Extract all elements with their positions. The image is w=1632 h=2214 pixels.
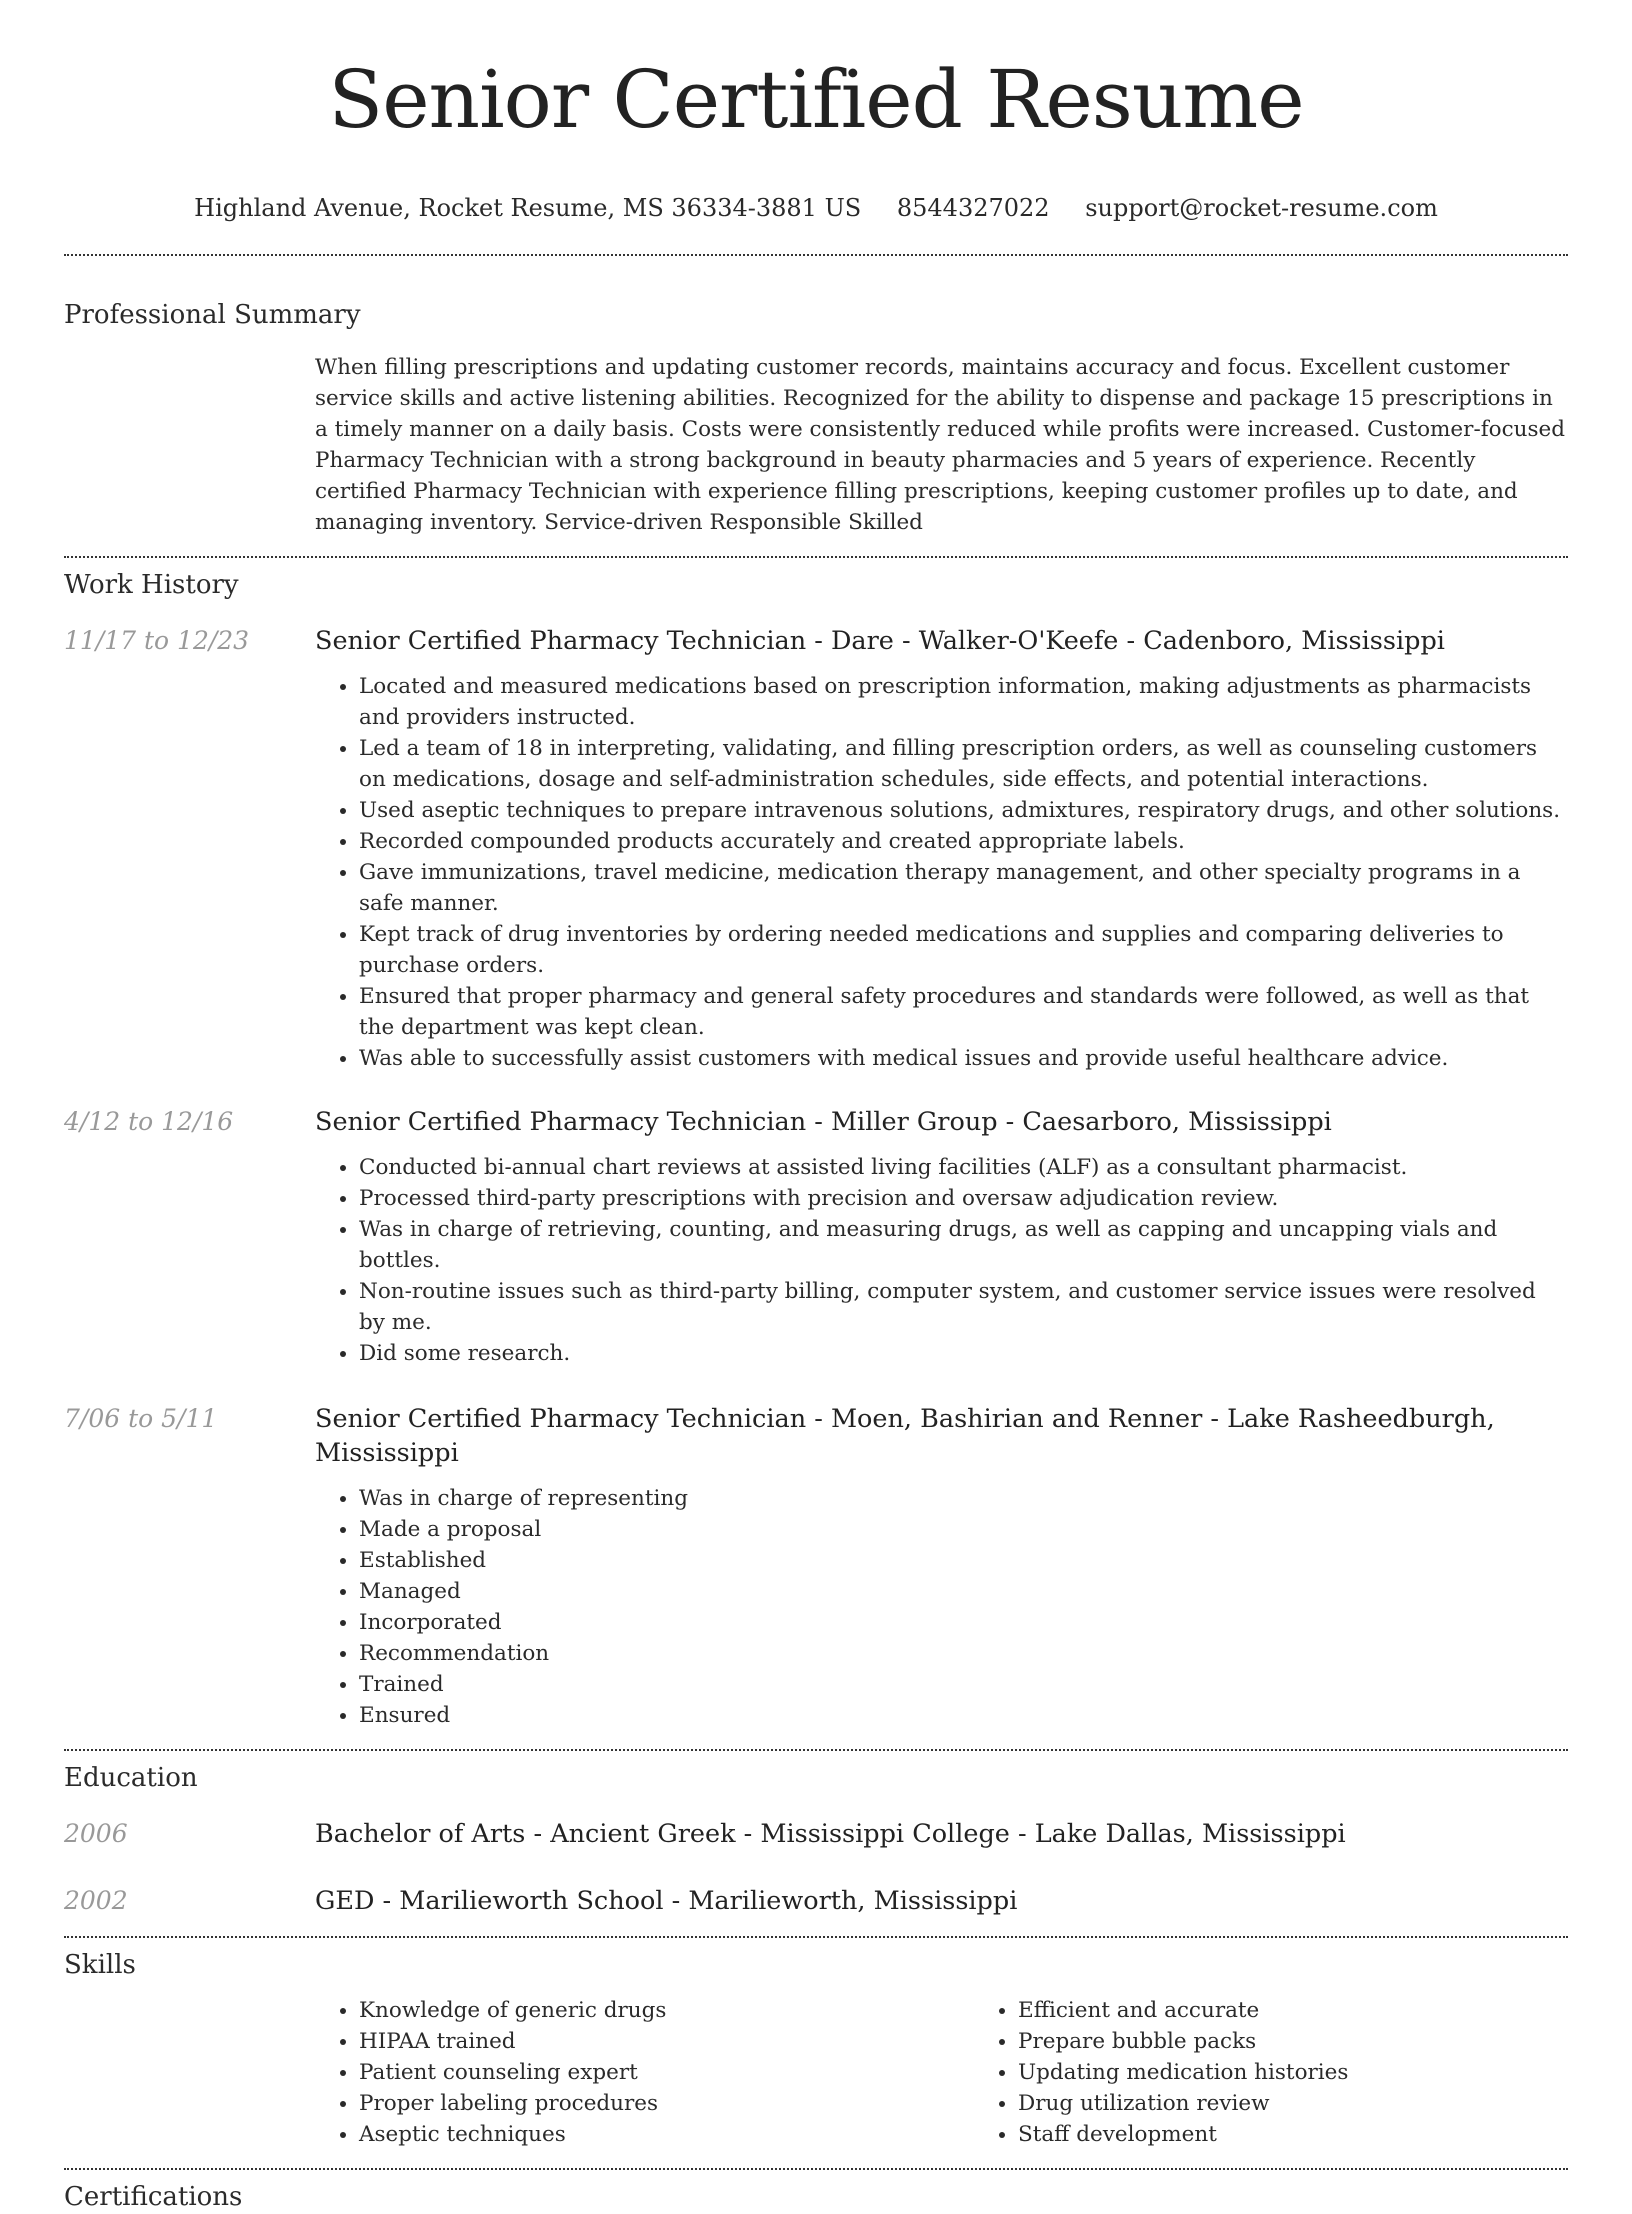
divider <box>64 254 1568 256</box>
summary-spacer <box>64 352 315 538</box>
skills-list-left <box>315 1995 974 2150</box>
job-entry <box>64 1105 1568 1369</box>
skill-item: • Prepare bubble packs <box>1018 2026 1632 2057</box>
contact-line <box>64 192 1568 224</box>
resume-title: Senior Certified Resume <box>328 53 1304 146</box>
job-bullet: • Made a proposal <box>359 1514 1568 1545</box>
education-entry <box>64 1884 1568 1918</box>
divider <box>64 1936 1568 1938</box>
job-bullet: • Established <box>359 1545 1568 1576</box>
skill-item: • Staff development <box>1018 2119 1632 2150</box>
section-title-certifications: Certifications <box>64 2182 243 2212</box>
education-year: 2002 <box>64 1886 128 1915</box>
phone: 8544327022 <box>896 194 1050 222</box>
section-title-work: Work History <box>64 570 239 600</box>
summary-text: When filling prescriptions and updating customer records, maintains accuracy and focus. Excellent customer service skills and active listening abilities. Recognized for the ability to dispense and package 15 prescriptions in a timely manner on a daily basis. Costs were consistently reduced while profits were increased. Customer-focused Pharmacy Technician with a strong background in beauty pharmacies and 5 years of experience. Recently certified Pharmacy Technician with experience filling prescriptions, keeping customer profiles up to date, and managing inventory. Service-driven Responsible Skilled <box>315 355 1566 535</box>
job-bullet: • Was in charge of retrieving, counting, and measuring drugs, as well as capping and uncapping vials and bottles. <box>359 1214 1568 1276</box>
job-entry <box>64 624 1568 1074</box>
section-title-summary: Professional Summary <box>64 300 361 330</box>
job-bullet: • Recorded compounded products accurately and created appropriate labels. <box>359 826 1568 857</box>
education-degree: GED - Marilieworth School - Marilieworth, Mississippi <box>315 1886 1018 1916</box>
job-title: Senior Certified Pharmacy Technician - Moen, Bashirian and Renner - Lake Rasheedburgh, Mississippi <box>315 1404 1495 1468</box>
job-bullet: • Trained <box>359 1669 1568 1700</box>
skill-item: • HIPAA trained <box>359 2026 974 2057</box>
skill-item: • Aseptic techniques <box>359 2119 974 2150</box>
skills-list-right <box>974 1995 1632 2150</box>
job-bullets <box>315 1483 1568 1731</box>
divider <box>64 1749 1568 1751</box>
job-bullets <box>315 671 1568 1074</box>
skill-item: • Knowledge of generic drugs <box>359 1995 974 2026</box>
job-bullet: • Recommendation <box>359 1638 1568 1669</box>
email: support@rocket-resume.com <box>1085 194 1438 222</box>
job-bullet: • Incorporated <box>359 1607 1568 1638</box>
job-bullets <box>315 1152 1568 1369</box>
address: Highland Avenue, Rocket Resume, MS 36334-3881 US <box>194 194 862 222</box>
job-dates: 11/17 to 12/23 <box>64 626 250 655</box>
job-bullet: • Kept track of drug inventories by ordering needed medications and supplies and comparing deliveries to purchase orders. <box>359 919 1568 981</box>
skill-item: • Updating medication histories <box>1018 2057 1632 2088</box>
job-bullet: • Non-routine issues such as third-party billing, computer system, and customer service issues were resolved by me. <box>359 1276 1568 1338</box>
job-bullet: • Managed <box>359 1576 1568 1607</box>
summary-row <box>64 352 1568 538</box>
job-bullet: • Processed third-party prescriptions with precision and oversaw adjudication review. <box>359 1183 1568 1214</box>
education-entry <box>64 1817 1568 1851</box>
divider <box>64 2168 1568 2170</box>
skill-item: • Drug utilization review <box>1018 2088 1632 2119</box>
job-entry <box>64 1402 1568 1731</box>
job-bullet: • Conducted bi-annual chart reviews at assisted living facilities (ALF) as a consultant pharmacist. <box>359 1152 1568 1183</box>
section-title-education: Education <box>64 1763 198 1793</box>
job-bullet: • Located and measured medications based on prescription information, making adjustments as pharmacists and providers instructed. <box>359 671 1568 733</box>
job-bullet: • Used aseptic techniques to prepare intravenous solutions, admixtures, respiratory drugs, and other solutions. <box>359 795 1568 826</box>
job-title: Senior Certified Pharmacy Technician - Miller Group - Caesarboro, Mississippi <box>315 1107 1332 1137</box>
resume-page <box>64 0 1568 2214</box>
divider <box>64 556 1568 558</box>
skill-item: • Efficient and accurate <box>1018 1995 1632 2026</box>
job-bullet: • Did some research. <box>359 1338 1568 1369</box>
job-bullet: • Was in charge of representing <box>359 1483 1568 1514</box>
skills-spacer <box>64 1995 315 2150</box>
education-year: 2006 <box>64 1819 128 1848</box>
job-bullet: • Ensured <box>359 1700 1568 1731</box>
job-bullet: • Led a team of 18 in interpreting, validating, and filling prescription orders, as well as counseling customers on medications, dosage and self-administration schedules, side effects, and potential interactions. <box>359 733 1568 795</box>
job-bullet: • Gave immunizations, travel medicine, medication therapy management, and other specialty programs in a safe manner. <box>359 857 1568 919</box>
skill-item: • Patient counseling expert <box>359 2057 974 2088</box>
job-dates: 7/06 to 5/11 <box>64 1404 218 1433</box>
job-bullet: • Ensured that proper pharmacy and general safety procedures and standards were followed, as well as that the department was kept clean. <box>359 981 1568 1043</box>
job-title: Senior Certified Pharmacy Technician - Dare - Walker-O'Keefe - Cadenboro, Mississippi <box>315 626 1445 656</box>
skills-row <box>64 1995 1568 2150</box>
job-dates: 4/12 to 12/16 <box>64 1107 234 1136</box>
section-title-skills: Skills <box>64 1950 136 1980</box>
education-degree: Bachelor of Arts - Ancient Greek - Mississippi College - Lake Dallas, Mississippi <box>315 1819 1346 1849</box>
job-bullet: • Was able to successfully assist customers with medical issues and provide useful healthcare advice. <box>359 1043 1568 1074</box>
skill-item: • Proper labeling procedures <box>359 2088 974 2119</box>
